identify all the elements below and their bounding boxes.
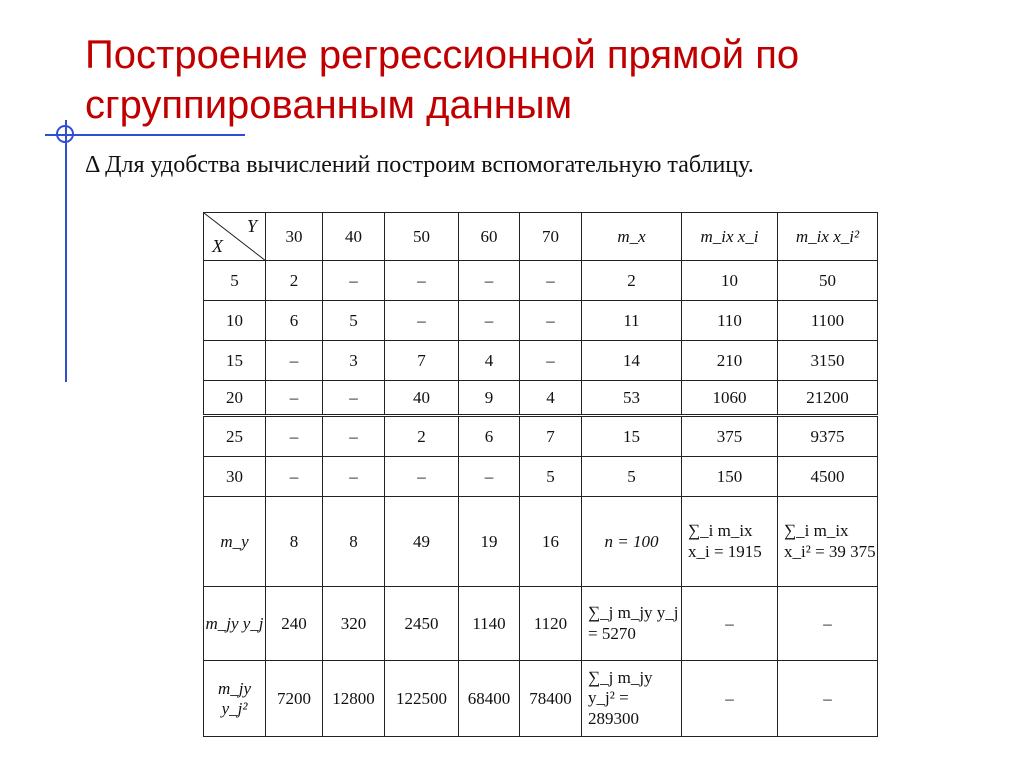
table-row-myy (204, 587, 878, 661)
table-cell: 40 (385, 381, 459, 415)
table-cell: 4 (520, 381, 582, 415)
table-cell: 14 (582, 341, 682, 381)
table-cell: – (323, 417, 385, 457)
table-cell: – (459, 261, 520, 301)
table-row-myy2 (204, 661, 878, 737)
table-cell: – (323, 381, 385, 415)
table-cell: 6 (266, 301, 323, 341)
table-cell: 110 (682, 301, 778, 341)
table-cell: 210 (682, 341, 778, 381)
header-cell: 50 (385, 213, 459, 261)
table-cell: – (520, 301, 582, 341)
row-label-my: m_y (204, 497, 266, 587)
table-cell: 11 (582, 301, 682, 341)
table-cell: 1120 (520, 587, 582, 661)
table-cell: 375 (682, 417, 778, 457)
row-label-myy: m_jy y_j (204, 587, 266, 661)
table-cell: 78400 (520, 661, 582, 737)
slide-title: Построение регрессионной прямой по сгруппированным данным (85, 33, 800, 127)
table-cell: 3 (323, 341, 385, 381)
table-cell: 7 (385, 341, 459, 381)
table-cell: 2 (266, 261, 323, 301)
table-row (204, 261, 878, 301)
table-cell: – (520, 341, 582, 381)
table-cell: 12800 (323, 661, 385, 737)
table-cell: 3150 (778, 341, 878, 381)
header-cell: m_ix x_i² (778, 213, 878, 261)
table-cell: – (266, 341, 323, 381)
corner-x-label: X (212, 236, 223, 256)
header-cell: m_x (582, 213, 682, 261)
table-cell: – (266, 381, 323, 415)
table-cell: 19 (459, 497, 520, 587)
header-cell: m_ix x_i (682, 213, 778, 261)
table-cell: 1140 (459, 587, 520, 661)
table-cell: 5 (582, 457, 682, 497)
decor-crosshair-circle (56, 125, 74, 143)
table-cell: 25 (204, 417, 266, 457)
header-cell: 40 (323, 213, 385, 261)
table-cell: 9375 (778, 417, 878, 457)
decor-horizontal-line (45, 134, 245, 136)
table-cell: – (459, 301, 520, 341)
table-cell: 53 (582, 381, 682, 415)
table-cell: 20 (204, 381, 266, 415)
table-cell: 1060 (682, 381, 778, 415)
corner-cell (204, 213, 266, 261)
table-cell: 50 (778, 261, 878, 301)
table-cell: 10 (204, 301, 266, 341)
sum-x-cell: ∑_i m_ix x_i = 1915 (682, 497, 778, 587)
table-cell: 8 (266, 497, 323, 587)
table-cell: 122500 (385, 661, 459, 737)
table-top (203, 212, 878, 415)
table-row (204, 301, 878, 341)
corner-y-label: Y (246, 216, 257, 236)
table-cell: 6 (459, 417, 520, 457)
table-cell: – (520, 261, 582, 301)
table-cell: 9 (459, 381, 520, 415)
table-cell: – (459, 457, 520, 497)
table-cell: – (266, 417, 323, 457)
table-cell: 240 (266, 587, 323, 661)
table-cell: – (323, 457, 385, 497)
table-cell: 7 (520, 417, 582, 457)
table-cell: – (385, 261, 459, 301)
table-cell: 320 (323, 587, 385, 661)
sum-y-cell: ∑_j m_jy y_j = 5270 (582, 587, 682, 661)
table-cell: – (385, 301, 459, 341)
table-cell: 30 (204, 457, 266, 497)
table-cell: – (266, 457, 323, 497)
sum-y2-cell: ∑_j m_jy y_j² = 289300 (582, 661, 682, 737)
table-cell: – (682, 661, 778, 737)
table-cell: – (682, 587, 778, 661)
table-cell: – (323, 261, 385, 301)
table-row (204, 341, 878, 381)
table-cell: 2 (582, 261, 682, 301)
table-cell: 8 (323, 497, 385, 587)
table-cell: 5 (204, 261, 266, 301)
table-cell: – (385, 457, 459, 497)
table-cell: – (778, 587, 878, 661)
header-cell: 60 (459, 213, 520, 261)
table-cell: 2 (385, 417, 459, 457)
table-cell: 49 (385, 497, 459, 587)
table-cell: 1100 (778, 301, 878, 341)
table-cell: 150 (682, 457, 778, 497)
header-cell: 30 (266, 213, 323, 261)
sum-x2-cell: ∑_i m_ix x_i² = 39 375 (778, 497, 878, 587)
table-cell: 5 (323, 301, 385, 341)
total-n-cell: n = 100 (582, 497, 682, 587)
table-row (204, 381, 878, 415)
table-cell: 7200 (266, 661, 323, 737)
row-label-myy2: m_jy y_j² (204, 661, 266, 737)
table-cell: 21200 (778, 381, 878, 415)
header-cell: 70 (520, 213, 582, 261)
table-row-my (204, 497, 878, 587)
table-cell: 68400 (459, 661, 520, 737)
table-row (204, 417, 878, 457)
table-cell: 2450 (385, 587, 459, 661)
table-cell: – (778, 661, 878, 737)
table-row (204, 457, 878, 497)
table-bottom (203, 416, 878, 737)
decor-vertical-line (65, 120, 67, 382)
table-cell: 4 (459, 341, 520, 381)
table-cell: 15 (582, 417, 682, 457)
table-cell: 10 (682, 261, 778, 301)
intro-text: Δ Для удобства вычислений построим вспомогательную таблицу. (85, 152, 754, 178)
table-cell: 15 (204, 341, 266, 381)
table-cell: 16 (520, 497, 582, 587)
table-cell: 5 (520, 457, 582, 497)
table-cell: 4500 (778, 457, 878, 497)
header-row (204, 213, 878, 261)
